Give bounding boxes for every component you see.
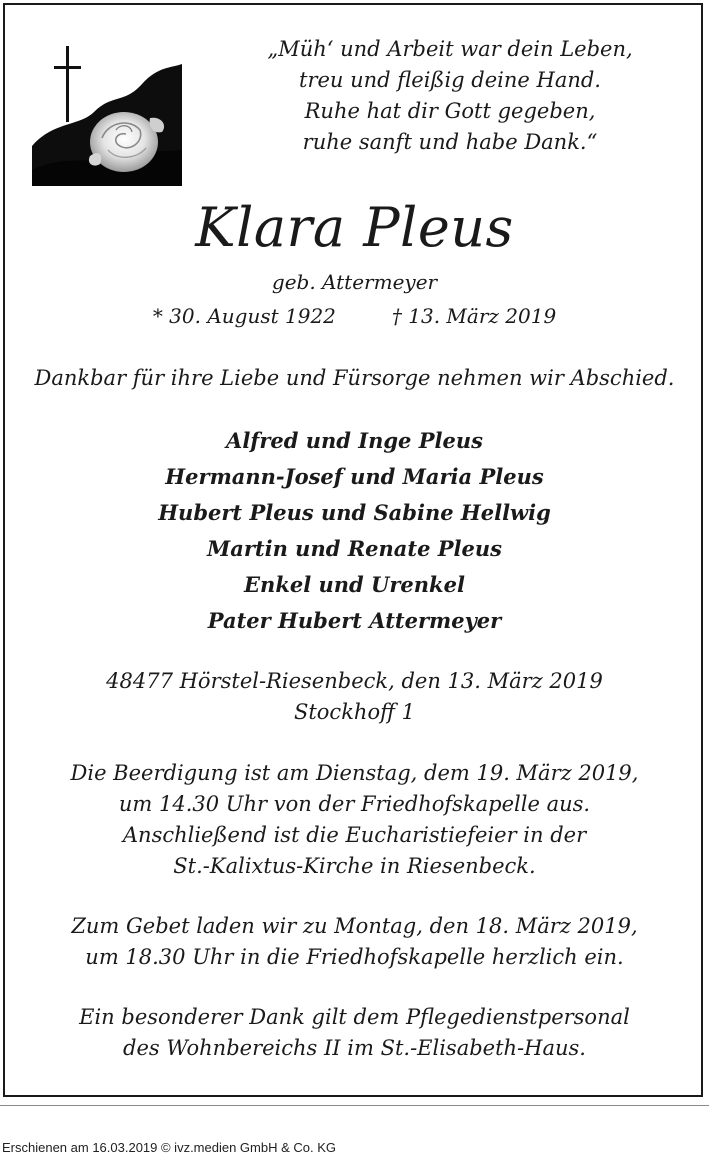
birth-date: * 30. August 1922 bbox=[152, 304, 336, 328]
mourner-name: Alfred und Inge Pleus bbox=[226, 428, 483, 453]
thanks-line: des Wohnbereichs II im St.-Elisabeth-Haus. bbox=[123, 1036, 586, 1060]
death-date: † 13. März 2019 bbox=[391, 304, 557, 328]
mourner-name: Hubert Pleus und Sabine Hellwig bbox=[158, 500, 551, 525]
special-thanks bbox=[0, 1002, 709, 1064]
poem-line: Ruhe hat dir Gott gegeben, bbox=[304, 99, 596, 123]
cross-and-rose-icon bbox=[32, 38, 182, 186]
funeral-line: Anschließend ist die Eucharistiefeier in der bbox=[122, 823, 587, 847]
funeral-line: um 14.30 Uhr von der Friedhofskapelle aus. bbox=[118, 792, 591, 816]
place-date-line: 48477 Hörstel-Riesenbeck, den 13. März 2019 bbox=[106, 669, 603, 693]
life-dates bbox=[0, 300, 709, 332]
footer-divider bbox=[0, 1105, 709, 1106]
thanks-line: Ein besonderer Dank gilt dem Pflegedienstpersonal bbox=[79, 1005, 630, 1029]
funeral-line: St.-Kalixtus-Kirche in Riesenbeck. bbox=[173, 854, 536, 878]
mourner-name: Enkel und Urenkel bbox=[244, 572, 465, 597]
mourner-name: Martin und Renate Pleus bbox=[207, 536, 502, 561]
prayer-line: Zum Gebet laden wir zu Montag, den 18. März 2019, bbox=[71, 914, 638, 938]
funeral-line: Die Beerdigung ist am Dienstag, dem 19. März 2019, bbox=[70, 761, 639, 785]
poem bbox=[200, 34, 700, 158]
prayer-invitation bbox=[0, 911, 709, 973]
deceased-name: Klara Pleus bbox=[195, 196, 514, 259]
place-and-date bbox=[0, 666, 709, 728]
poem-line: „Müh‘ und Arbeit war dein Leben, bbox=[267, 37, 633, 61]
poem-line: ruhe sanft und habe Dank.“ bbox=[302, 130, 598, 154]
birth-name: geb. Attermeyer bbox=[271, 270, 438, 294]
publication-note: Erschienen am 16.03.2019 © ivz.medien GmbH & Co. KG bbox=[2, 1140, 337, 1155]
prayer-line: um 18.30 Uhr in die Friedhofskapelle herzlich ein. bbox=[85, 945, 624, 969]
mourners-list bbox=[0, 423, 709, 639]
farewell-statement: Dankbar für ihre Liebe und Fürsorge nehmen wir Abschied. bbox=[34, 366, 675, 390]
address-line: Stockhoff 1 bbox=[293, 700, 416, 724]
mourner-name: Pater Hubert Attermeyer bbox=[207, 608, 502, 633]
cross-and-rose-image bbox=[32, 38, 182, 186]
mourner-name: Hermann-Josef und Maria Pleus bbox=[165, 464, 544, 489]
poem-line: treu und fleißig deine Hand. bbox=[299, 68, 601, 92]
funeral-details bbox=[0, 758, 709, 882]
